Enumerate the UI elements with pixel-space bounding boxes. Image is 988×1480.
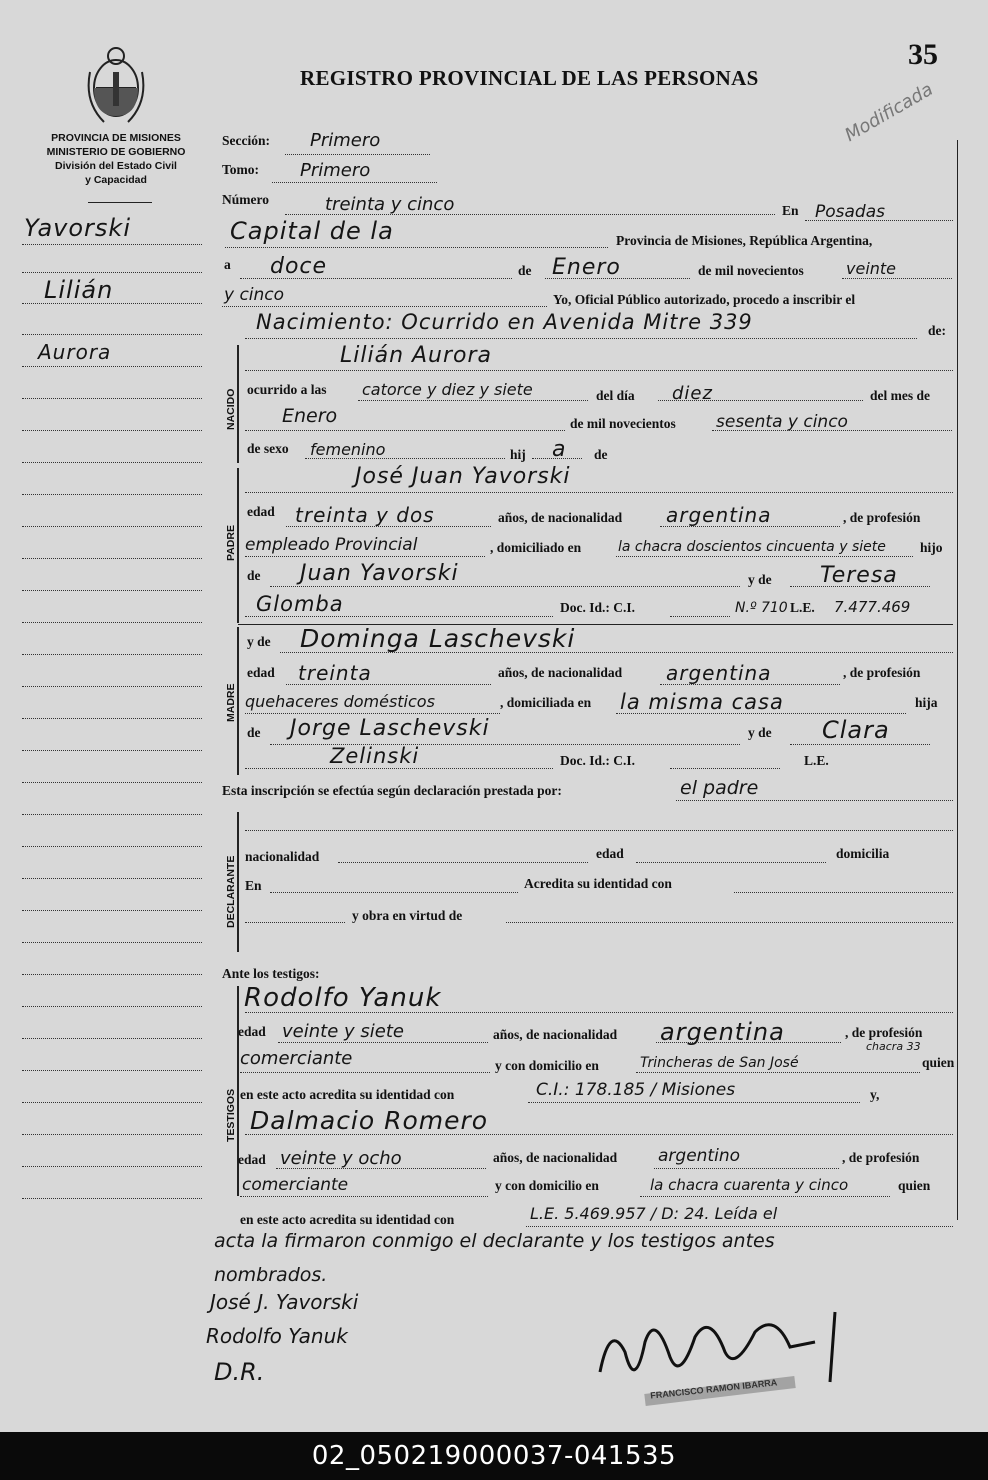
- field-anio-b: y cinco: [224, 285, 285, 305]
- document-title: REGISTRO PROVINCIAL DE LAS PERSONAS: [300, 66, 759, 90]
- label-hij: hij: [510, 447, 526, 462]
- label-edad-t2: edad: [238, 1152, 266, 1167]
- section-madre: MADRE: [225, 683, 237, 722]
- field-padre-le: 7.477.469: [834, 598, 911, 616]
- label-hijo: hijo: [920, 540, 943, 555]
- field-padre-nac: argentina: [666, 503, 772, 527]
- label-prof-t1: , de profesión: [845, 1025, 923, 1040]
- margin-second-name: Aurora: [38, 340, 112, 364]
- label-edad-madre: edad: [247, 665, 275, 680]
- official-stamp: FRANCISCO RAMON IBARRA: [649, 1377, 778, 1401]
- field-seccion: Primero: [310, 130, 381, 151]
- office-line-4: y Capacidad: [85, 174, 147, 186]
- label-esta-inscripcion: Esta inscripción se efectúa según declaración prestada por:: [222, 783, 562, 798]
- field-t2-id: L.E. 5.469.957 / D: 24. Leída el: [530, 1204, 778, 1223]
- field-madre: Dominga Laschevski: [300, 624, 576, 653]
- field-t2-nac: argentino: [658, 1146, 740, 1166]
- label-provincia: Provincia de Misiones, República Argentina,: [616, 233, 873, 248]
- document-id: 02_050219000037-041535: [311, 1441, 677, 1471]
- section-declarante: DECLARANTE: [225, 855, 237, 928]
- margin-first-name: Lilián: [44, 276, 114, 304]
- label-de-padre: de: [247, 568, 261, 583]
- label-dom-padre: , domiciliado en: [490, 540, 582, 555]
- label-quien-t1: quien: [922, 1055, 955, 1070]
- label-nacionalidad: nacionalidad: [245, 849, 320, 864]
- label-edad-decl: edad: [596, 846, 624, 861]
- label-y-de-madre2: y de: [748, 725, 772, 740]
- field-sexo: femenino: [310, 440, 386, 459]
- label-de-2: de: [594, 447, 608, 462]
- label-prof-madre: , de profesión: [843, 665, 921, 680]
- label-del-mes: del mes de: [870, 388, 930, 403]
- field-padre-ci: N.º 710: [735, 600, 788, 616]
- signature-father: José J. Yavorski: [210, 1290, 359, 1314]
- field-padre-yde: Teresa: [820, 563, 898, 588]
- corner-stamp: Modificada: [841, 78, 937, 147]
- field-mes-nac: Enero: [282, 405, 338, 427]
- field-anio-nac: sesenta y cinco: [716, 412, 848, 432]
- label-de-mil-2: de mil novecientos: [570, 416, 676, 431]
- label-y-de-madre: y de: [247, 634, 271, 649]
- label-y-comma: y,: [870, 1087, 880, 1102]
- label-prof-padre: , de profesión: [843, 510, 921, 525]
- field-testigo1: Rodolfo Yanuk: [244, 983, 442, 1013]
- field-padre: José Juan Yavorski: [355, 464, 571, 489]
- label-docid-padre: Doc. Id.: C.I.: [560, 600, 636, 615]
- field-t1-dom: Trincheras de San José: [640, 1055, 799, 1071]
- label-y-obra: y obra en virtud de: [352, 908, 463, 923]
- label-edad-t1: edad: [238, 1024, 266, 1039]
- field-en: Posadas: [815, 202, 885, 222]
- field-acta: Nacimiento: Ocurrido en Avenida Mitre 339: [256, 310, 753, 334]
- signature-witness-2: D.R.: [214, 1358, 265, 1386]
- label-de-mil: de mil novecientos: [698, 263, 804, 278]
- label-domicilia: domicilia: [836, 846, 890, 861]
- label-yo: Yo, Oficial Público autorizado, procedo a inscribir el: [553, 292, 856, 307]
- label-ante: Ante los testigos:: [222, 966, 320, 981]
- office-line-3: División del Estado Civil: [55, 160, 177, 172]
- field-hij: a: [552, 437, 567, 462]
- label-de: de: [518, 263, 532, 278]
- field-anio: veinte: [846, 259, 897, 278]
- field-t1-dom2: chacra 33: [866, 1040, 921, 1053]
- field-madre-yde: Clara: [822, 716, 890, 744]
- label-dom-t2: y con domicilio en: [495, 1178, 599, 1193]
- label-acredita: Acredita su identidad con: [524, 876, 672, 891]
- field-madre-nac: argentina: [666, 661, 772, 685]
- field-declarante: el padre: [680, 777, 759, 799]
- label-de-colon: de:: [928, 323, 946, 338]
- field-padre-prof: empleado Provincial: [245, 535, 418, 555]
- label-seccion: Sección:: [222, 133, 270, 148]
- field-t2-dom: la chacra cuarenta y cinco: [650, 1176, 849, 1194]
- label-dom-madre: , domiciliada en: [500, 695, 592, 710]
- label-le-madre: L.E.: [804, 753, 829, 768]
- label-anos-t2: años, de nacionalidad: [493, 1150, 618, 1165]
- field-madre-de: Jorge Laschevski: [290, 716, 490, 741]
- label-tomo: Tomo:: [222, 162, 260, 177]
- label-quien-t2: quien: [898, 1178, 931, 1193]
- office-line-2: MINISTERIO DE GOBIERNO: [46, 146, 186, 158]
- signature-witness-1: Rodolfo Yanuk: [206, 1324, 348, 1348]
- field-madre-edad: treinta: [298, 661, 372, 685]
- label-dom-t1: y con domicilio en: [495, 1058, 599, 1073]
- label-hija: hija: [915, 695, 938, 710]
- field-numero: treinta y cinco: [325, 194, 455, 215]
- field-hora: catorce y diez y siete: [362, 380, 533, 399]
- label-sexo: de sexo: [247, 441, 289, 456]
- label-del-dia: del día: [596, 388, 635, 403]
- field-dia-nac: diez: [672, 383, 713, 404]
- label-en-decl: En: [245, 878, 262, 893]
- label-prof-t2: , de profesión: [842, 1150, 920, 1165]
- field-dia: doce: [270, 254, 328, 279]
- label-anos-t1: años, de nacionalidad: [493, 1027, 618, 1042]
- field-t1-edad: veinte y siete: [282, 1021, 404, 1042]
- document-id-bar: [0, 1432, 988, 1480]
- label-y-de-padre: y de: [748, 572, 772, 587]
- label-a: a: [224, 257, 231, 272]
- label-ocurrido: ocurrido a las: [247, 382, 327, 397]
- field-testigo2: Dalmacio Romero: [250, 1106, 489, 1135]
- field-cierre-1: acta la firmaron conmigo el declarante y los testigos antes: [214, 1230, 775, 1252]
- field-t2-prof: comerciante: [242, 1175, 349, 1195]
- field-city: Capital de la: [230, 217, 394, 245]
- label-anos-padre: años, de nacionalidad: [498, 510, 623, 525]
- label-numero: Número: [222, 192, 269, 207]
- field-cierre-2: nombrados.: [214, 1264, 328, 1286]
- margin-surname: Yavorski: [24, 214, 131, 242]
- label-docid-madre: Doc. Id.: C.I.: [560, 753, 636, 768]
- label-de-madre: de: [247, 725, 261, 740]
- field-madre-yde2: Zelinski: [330, 744, 420, 768]
- issuing-office: [20, 131, 212, 187]
- field-padre-dom: la chacra doscientos cincuenta y siete: [618, 539, 886, 555]
- label-le-padre: L.E.: [790, 600, 815, 615]
- page-number: 35: [908, 38, 938, 71]
- office-line-1: PROVINCIA DE MISIONES: [51, 132, 181, 144]
- label-anos-madre: años, de nacionalidad: [498, 665, 623, 680]
- field-madre-prof: quehaceres domésticos: [245, 692, 435, 711]
- field-t1-prof: comerciante: [240, 1048, 353, 1069]
- field-padre-de: Juan Yavorski: [300, 561, 459, 586]
- field-t1-id: C.I.: 178.185 / Misiones: [536, 1080, 736, 1100]
- coat-of-arms-icon: [80, 42, 152, 126]
- section-nacido: NACIDO: [225, 388, 237, 430]
- label-edad-padre: edad: [247, 504, 275, 519]
- field-t2-edad: veinte y ocho: [280, 1148, 402, 1169]
- field-mes: Enero: [552, 255, 621, 280]
- field-padre-yde2: Glomba: [256, 592, 344, 616]
- field-padre-edad: treinta y dos: [295, 503, 435, 527]
- field-t1-nac: argentina: [660, 1018, 785, 1046]
- field-tomo: Primero: [300, 160, 371, 181]
- section-padre: PADRE: [225, 525, 237, 561]
- label-acredita-t2: en este acto acredita su identidad con: [240, 1212, 455, 1227]
- field-nombre: Lilián Aurora: [340, 343, 493, 368]
- label-acredita-t1: en este acto acredita su identidad con: [240, 1087, 455, 1102]
- section-testigos: TESTIGOS: [225, 1088, 237, 1142]
- field-madre-dom: la misma casa: [620, 690, 784, 714]
- label-en: En: [782, 203, 799, 218]
